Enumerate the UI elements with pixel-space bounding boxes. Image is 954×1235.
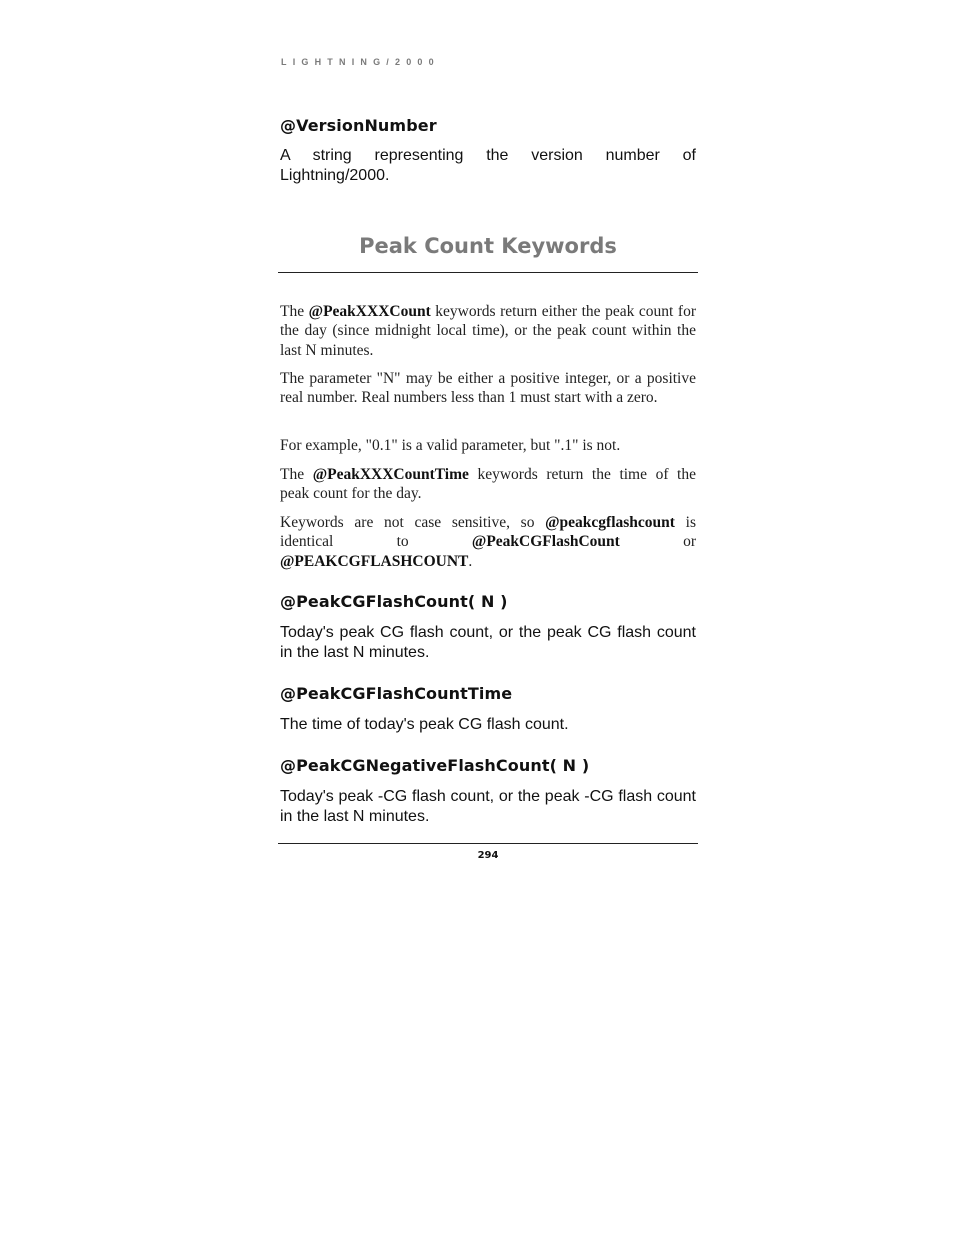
intro-p5-text-mid2: or xyxy=(619,533,697,551)
intro-p4-text-pre: The xyxy=(280,466,313,483)
intro-p5-keyword-lowercase: @peakcgflashcount xyxy=(545,514,675,531)
keyword-description-peak-cg-flash-count-time: The time of today's peak CG flash count. xyxy=(280,716,569,733)
footer-rule xyxy=(278,843,698,844)
intro-paragraph-5 xyxy=(280,513,696,571)
intro-paragraph-4 xyxy=(280,465,696,504)
running-head: LIGHTNING/2000 xyxy=(281,57,440,67)
keyword-heading-peak-cg-flash-count: @PeakCGFlashCount( N ) xyxy=(280,592,508,611)
intro-p1-text-post: keywords return either the peak count for the day (since midnight local time), or the peak count within the last N minutes. xyxy=(280,303,696,359)
intro-p5-text-post: . xyxy=(468,552,473,570)
intro-paragraph-2: The parameter "N" may be either a positive integer, or a positive real number. Real numbers less than 1 must start with a zero. xyxy=(280,370,696,407)
keyword-description-peak-cg-flash-count: Today's peak CG flash count, or the peak CG flash count in the last N minutes. xyxy=(280,624,696,661)
intro-p1-text-pre: The xyxy=(280,303,309,320)
intro-paragraph-1 xyxy=(280,302,696,360)
section-title: Peak Count Keywords xyxy=(359,234,617,258)
intro-p5-keyword-uppercase: @PEAKCGFLASHCOUNT xyxy=(280,552,469,570)
intro-paragraph-3: For example, "0.1" is a valid parameter, but ".1" is not. xyxy=(280,437,621,454)
intro-p5-text-mid1: is identical to xyxy=(280,514,696,551)
keyword-heading-peak-cg-flash-count-time: @PeakCGFlashCountTime xyxy=(280,684,513,703)
page-number: 294 xyxy=(477,850,499,861)
intro-p5-keyword-mixedcase: @PeakCGFlashCount xyxy=(471,533,620,551)
keyword-heading-version-number: @VersionNumber xyxy=(280,116,437,135)
intro-p4-keyword: @PeakXXXCountTime xyxy=(312,466,469,483)
keyword-description-peak-cg-negative-flash-count: Today's peak -CG flash count, or the peak -CG flash count in the last N minutes. xyxy=(280,788,696,825)
section-title-rule xyxy=(278,272,698,273)
intro-p4-text-post: keywords return the time of the peak count for the day. xyxy=(280,466,696,503)
intro-p1-keyword: @PeakXXXCount xyxy=(308,303,431,320)
keyword-description-version-number: A string representing the version number of Lightning/2000. xyxy=(280,147,696,184)
keyword-heading-peak-cg-negative-flash-count: @PeakCGNegativeFlashCount( N ) xyxy=(280,756,590,775)
intro-p5-text-pre: Keywords are not case sensitive, so xyxy=(280,514,546,531)
